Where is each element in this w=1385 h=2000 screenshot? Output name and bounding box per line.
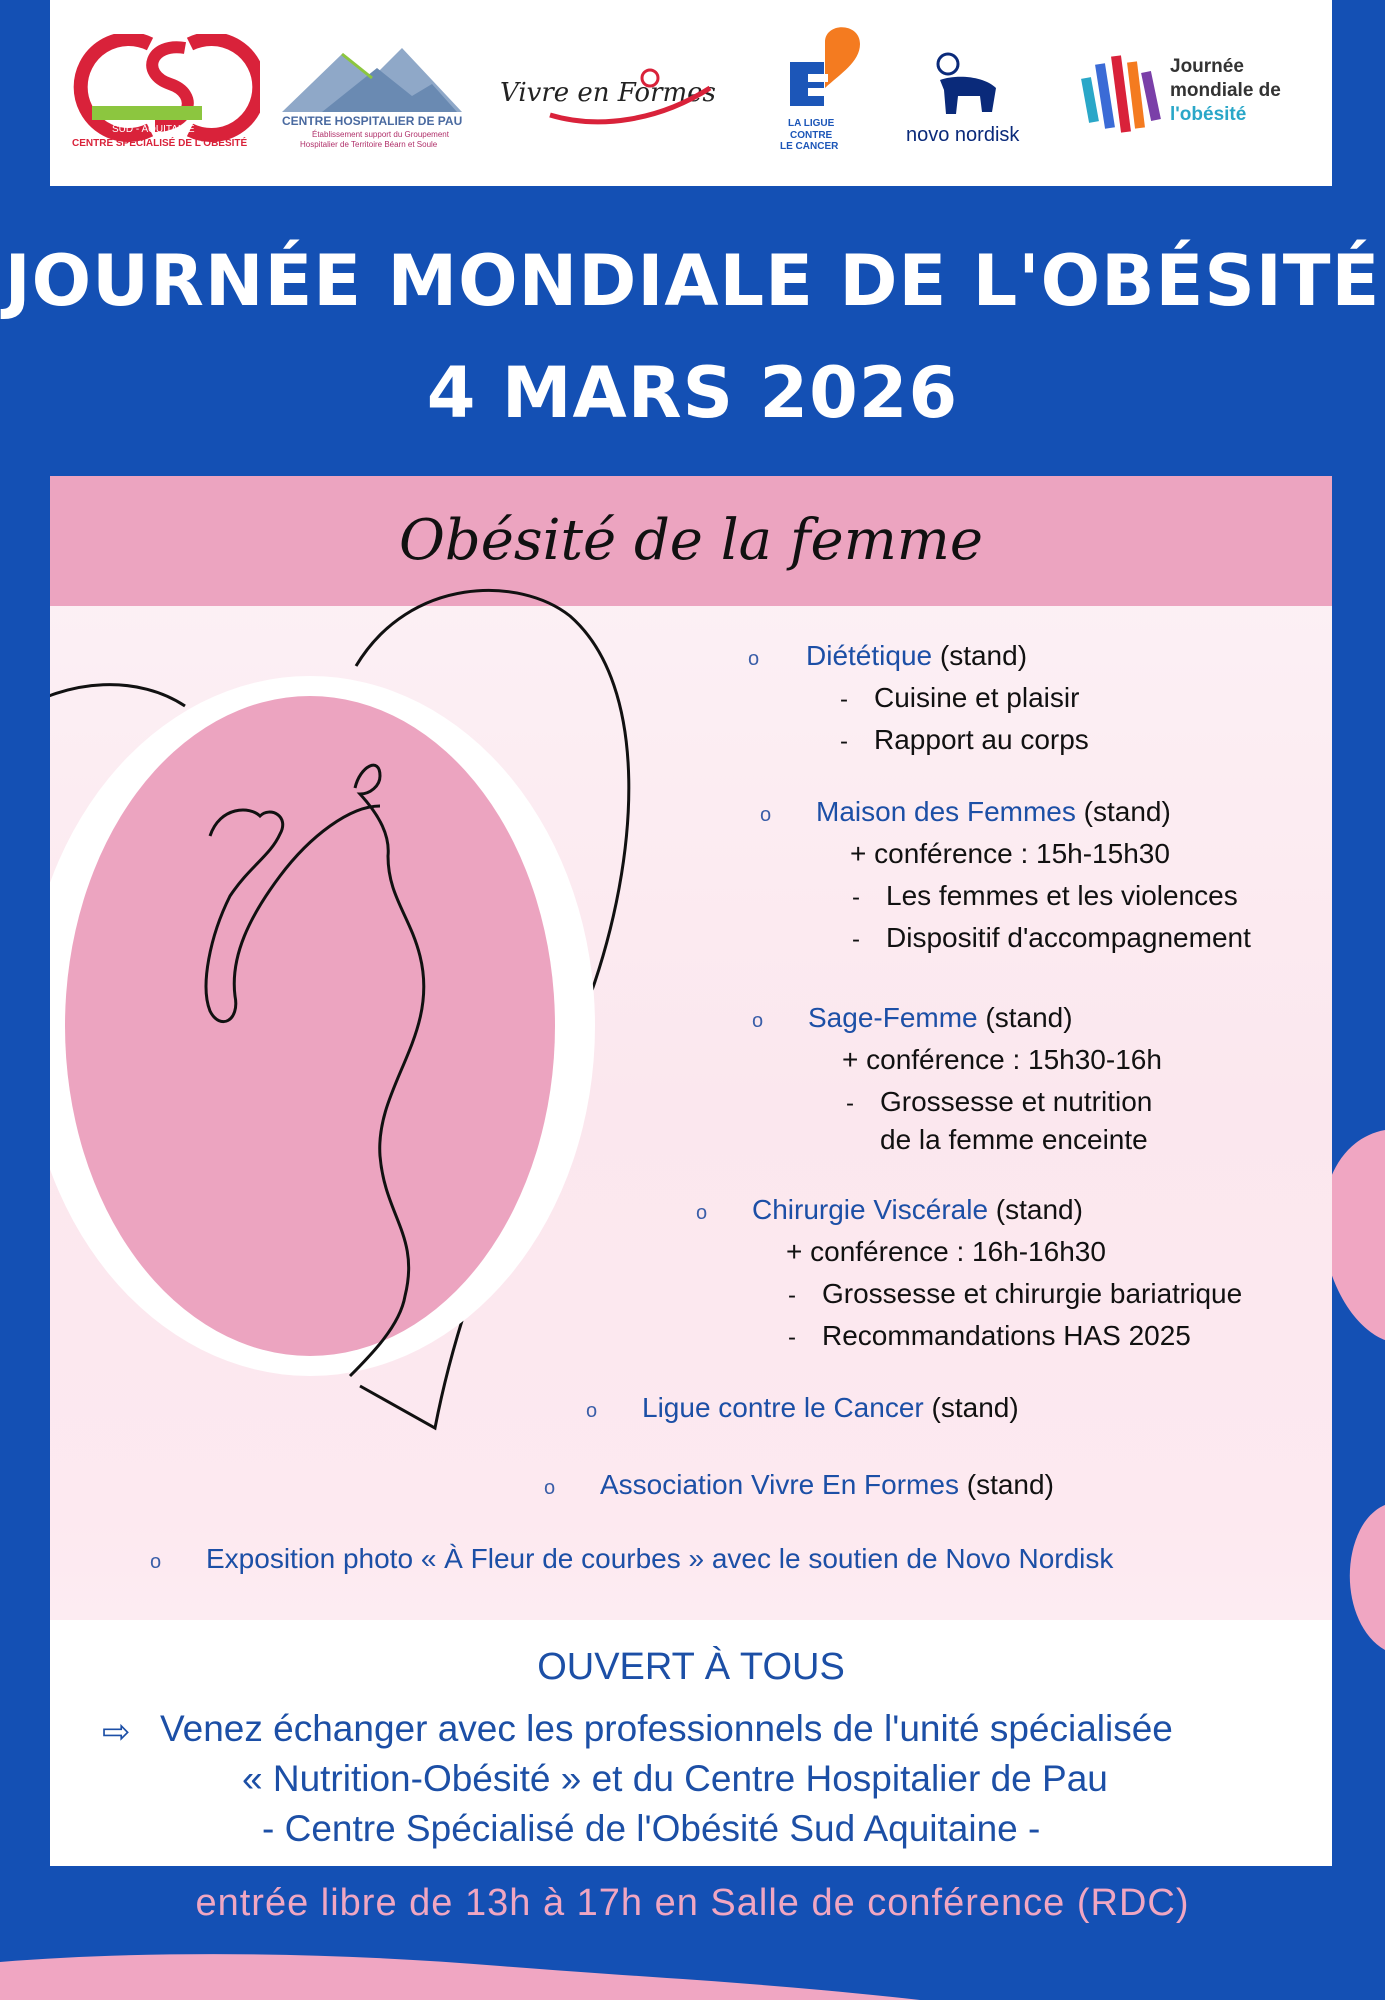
item-suffix: (stand) [932,640,1028,671]
sub-item: Les femmes et les violences [886,880,1238,911]
footer-info: entrée libre de 13h à 17h en Salle de conférence (RDC) [195,1882,1190,1924]
ligue-line2: CONTRE [790,130,833,141]
section-subtitle: Obésité de la femme [50,476,1332,606]
jmo-waves-icon [1080,48,1166,136]
conference-time: + conférence : 16h-16h30 [786,1236,1106,1267]
ligue-line3: LE CANCER [780,141,839,152]
novo-text: novo nordisk [906,124,1020,146]
dash-icon: - [852,884,860,911]
item-name: Association Vivre En Formes [600,1469,959,1500]
program-item-sage-femme [808,1002,1073,1034]
item-suffix: (stand) [923,1392,1019,1423]
item-name: Sage-Femme [808,1002,978,1033]
chp-sub1: Établissement support du Groupement [312,130,449,139]
ligue-line1: LA LIGUE [788,118,835,129]
item-name: Chirurgie Viscérale [752,1194,989,1225]
sub-item: Grossesse et nutrition [880,1086,1153,1117]
jmo-line2: mondiale de [1170,80,1281,101]
conference-time: + conférence : 15h30-16h [842,1044,1162,1075]
dash-icon: - [840,686,848,713]
dash-icon: - [846,1090,854,1117]
bullet-icon: o [150,1551,162,1573]
vef-swoosh-icon [540,60,720,130]
bullet-icon: o [544,1477,556,1499]
sub-item: Cuisine et plaisir [874,682,1080,713]
sub-item: de la femme enceinte [880,1124,1148,1155]
cso-logo [70,34,260,154]
open-to-all-box [50,1620,1332,1866]
chp-sub2: Hospitalier de Territoire Béarn et Soule [300,140,438,149]
sub-item: Grossesse et chirurgie bariatrique [822,1278,1243,1309]
dash-icon: - [788,1282,796,1309]
item-suffix: (stand) [958,1469,1054,1500]
ligue-cancer-logo [780,22,870,122]
open-line-3: - Centre Spécialisé de l'Obésité Sud Aquitaine - [262,1808,1041,1849]
jmo-line3: l'obésité [1170,104,1247,125]
item-name: Exposition photo « À Fleur de courbes » avec le soutien de Novo Nordisk [206,1543,1114,1574]
program-item-dietetique [806,640,1027,672]
bullet-icon: o [696,1202,708,1224]
sub-item: Recommandations HAS 2025 [822,1320,1191,1351]
open-title: OUVERT À TOUS [537,1646,845,1688]
item-suffix: (stand) [1075,796,1171,827]
sub-item: Dispositif d'accompagnement [886,922,1251,953]
item-name: Ligue contre le Cancer [642,1392,924,1423]
item-suffix: (stand) [977,1002,1073,1033]
arrow-right-icon: ⇨ [102,1713,131,1751]
program-item-vivre-en-formes [600,1469,1054,1501]
bullet-icon: o [586,1400,598,1422]
item-name: Maison des Femmes [816,796,1076,827]
chp-name: CENTRE HOSPITALIER DE PAU [282,114,463,128]
open-line-2: « Nutrition-Obésité » et du Centre Hospitalier de Pau [242,1758,1108,1799]
mountain-icon [282,44,462,114]
conference-time: + conférence : 15h-15h30 [850,838,1170,869]
item-name: Diététique [806,640,933,671]
jmo-line1: Journée [1170,56,1244,77]
item-suffix: (stand) [988,1194,1083,1225]
cso-label: SUD - AQUITAINE [112,124,195,135]
program-item-maison-des-femmes [816,796,1171,828]
vef-logo-text: Vivre en Formes [500,78,716,108]
open-line-1: Venez échanger avec les professionnels de l'unité spécialisée [160,1708,1173,1749]
sub-item: Rapport au corps [874,724,1089,755]
program-item-ligue-cancer [642,1392,1019,1424]
woman-silhouette-illustration [50,476,750,1456]
dash-icon: - [840,728,848,755]
bullet-icon: o [748,648,760,670]
bullet-icon: o [752,1010,764,1032]
dash-icon: - [852,926,860,953]
logo-strip [50,0,1332,186]
program-item-chirurgie-viscerale [752,1194,1083,1226]
bullet-icon: o [760,804,772,826]
novo-bull-icon [926,50,1006,126]
dash-icon: - [788,1324,796,1351]
event-date: 4 MARS 2026 [426,352,959,434]
cso-sub: CENTRE SPÉCIALISÉ DE L'OBÉSITÉ [72,138,248,149]
main-title: JOURNÉE MONDIALE DE L'OBÉSITÉ [4,240,1381,322]
program-item-exposition [206,1543,1113,1575]
bottom-wave-decoration [0,1940,1385,2000]
